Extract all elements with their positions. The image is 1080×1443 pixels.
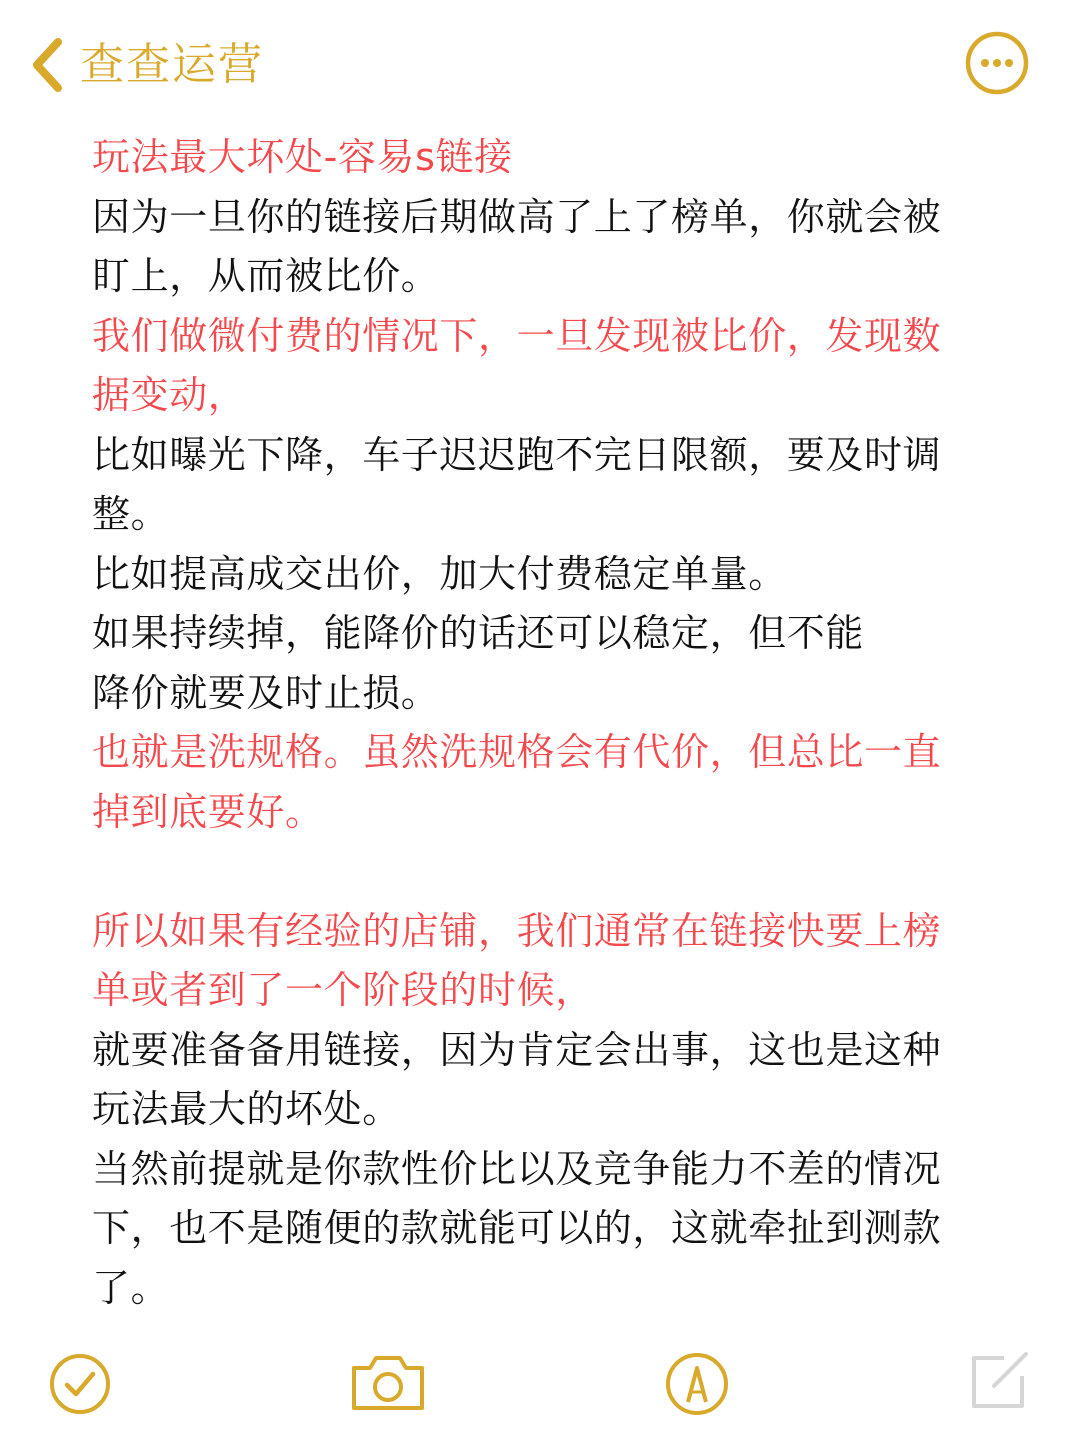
note-line: 比如提高成交出价，加大付费稳定单量。 <box>92 551 787 596</box>
camera-button[interactable] <box>348 1352 428 1414</box>
note-highlight-line: 也就是洗规格。虽然洗规格会有代价，但总比一直 <box>92 730 942 774</box>
note-line: 盯上，从而被比价。 <box>92 254 440 298</box>
bottom-toolbar <box>0 1340 1080 1440</box>
note-line: 如果持续掉，能降价的话还可以稳定，但不能 <box>92 611 865 655</box>
more-options-button[interactable] <box>964 30 1030 96</box>
note-line: 就要准备备用链接，因为肯定会出事，这也是这种 <box>92 1027 942 1072</box>
note-line: 当然前提就是你款性价比以及竞争能力不差的情况 <box>92 1146 942 1191</box>
note-blank-line <box>92 842 992 902</box>
markup-pen-icon <box>664 1350 730 1418</box>
ellipsis-circle-icon <box>964 30 1030 96</box>
back-label: 查查运营 <box>80 39 264 90</box>
note-line: 了。 <box>92 1265 170 1310</box>
note-highlight-line: 据变动， <box>92 373 247 417</box>
markup-button[interactable] <box>664 1350 730 1418</box>
note-highlight-line: 所以如果有经验的店铺，我们通常在链接快要上榜 <box>92 908 942 953</box>
note-highlight-line: 单或者到了一个阶段的时候， <box>92 968 594 1012</box>
checklist-icon <box>48 1352 112 1416</box>
note-body[interactable] <box>92 128 992 1318</box>
note-line: 降价就要及时止损。 <box>92 670 440 715</box>
note-line: 因为一旦你的链接后期做高了上了榜单，你就会被 <box>92 194 942 239</box>
compose-icon <box>966 1348 1032 1414</box>
checklist-button[interactable] <box>48 1352 112 1416</box>
note-highlight-line: 玩法最大坏处-容易s链接 <box>92 135 513 179</box>
navigation-bar <box>0 0 1080 130</box>
note-highlight-line: 我们做微付费的情况下，一旦发现被比价，发现数 <box>92 313 942 358</box>
note-line: 下，也不是随便的款就能可以的，这就牵扯到测款 <box>92 1206 942 1250</box>
compose-button[interactable] <box>966 1348 1032 1414</box>
chevron-left-icon <box>28 36 68 94</box>
note-line: 玩法最大的坏处。 <box>92 1087 401 1131</box>
note-line: 比如曝光下降，车子迟迟跑不完日限额，要及时调 <box>92 432 942 477</box>
camera-icon <box>348 1352 428 1414</box>
back-button[interactable] <box>28 30 264 100</box>
note-line: 整。 <box>92 492 170 536</box>
note-highlight-line: 掉到底要好。 <box>92 789 324 834</box>
